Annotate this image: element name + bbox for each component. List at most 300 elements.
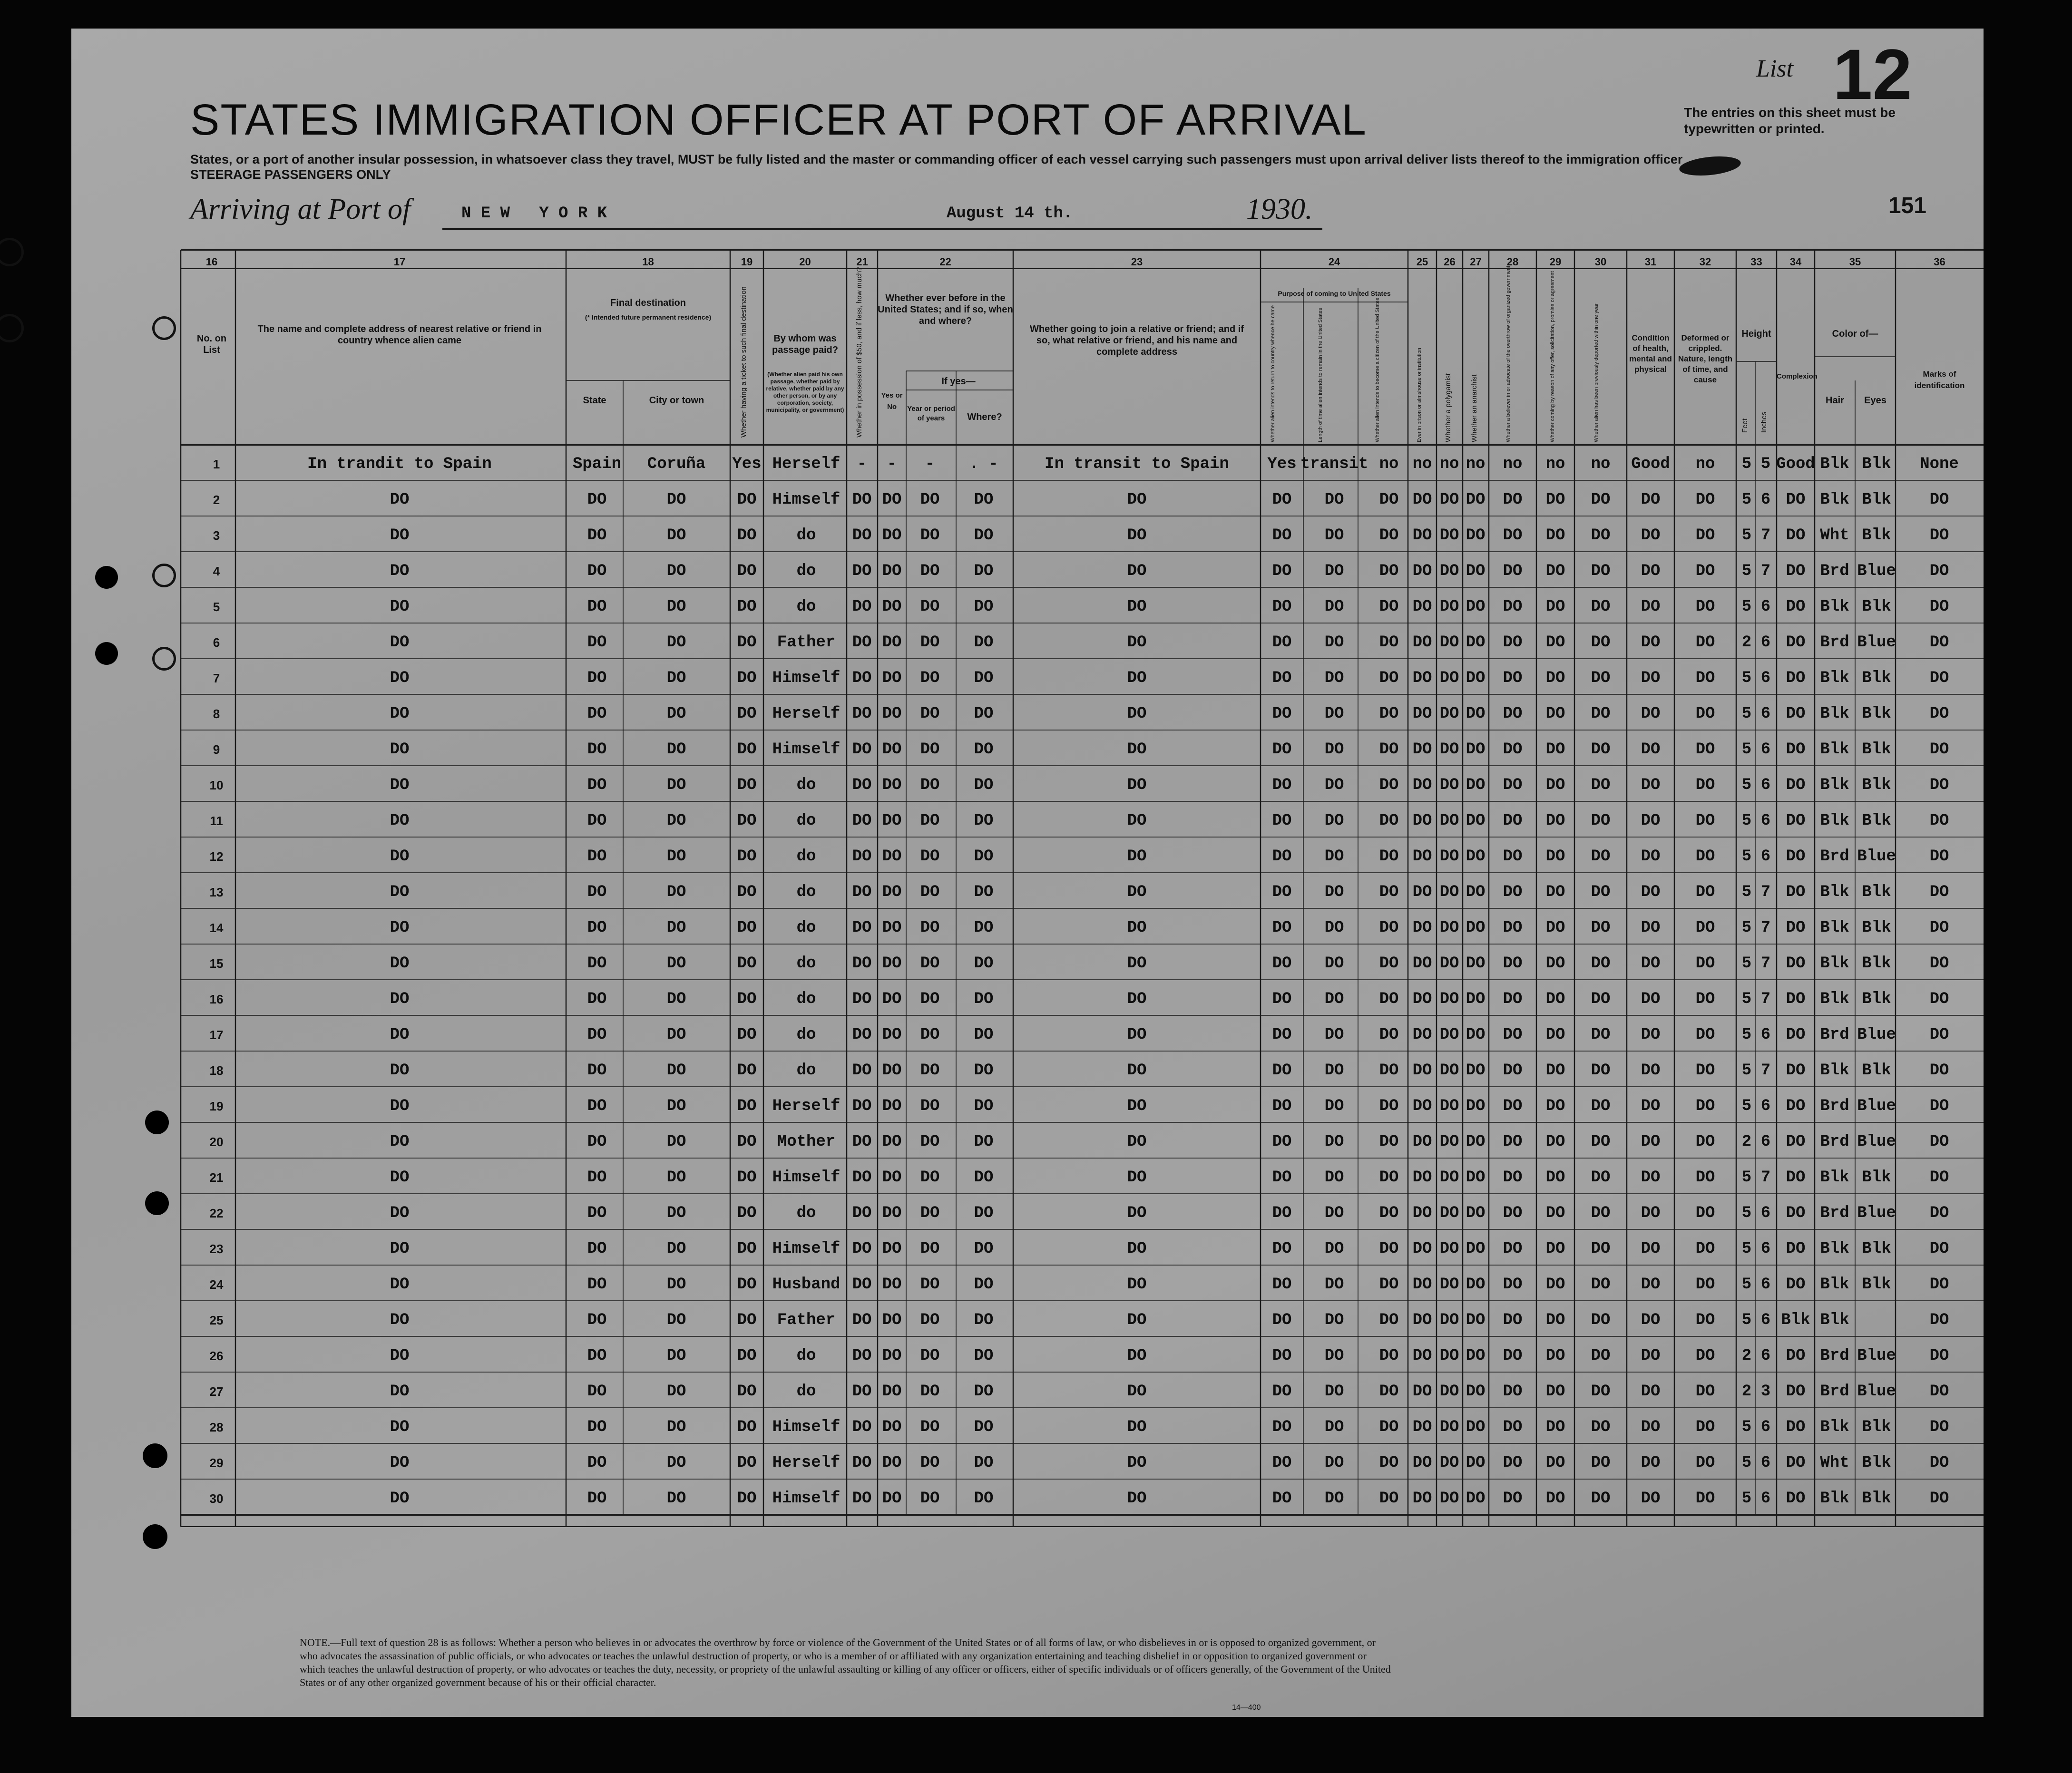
- cell-q30: DO: [1591, 1454, 1611, 1472]
- cell-city: DO: [666, 1062, 686, 1080]
- cell-paid: do: [796, 1026, 816, 1044]
- cell-p1: DO: [1272, 919, 1292, 937]
- header-offer: Whether coming by reason of any offer, solicitation, promise or agreement: [1550, 271, 1555, 442]
- cell-hair: Blk: [1820, 455, 1849, 473]
- header-height: Height: [1741, 329, 1771, 339]
- cell-q25: DO: [1412, 812, 1432, 830]
- cell-q29: DO: [1545, 705, 1565, 723]
- header-hair: Hair: [1826, 395, 1844, 406]
- cell-yrs: DO: [920, 1490, 940, 1508]
- cell-complexion: DO: [1786, 1097, 1806, 1115]
- cell-where: DO: [974, 919, 994, 937]
- row-number: 12: [209, 849, 224, 864]
- cell-city: DO: [666, 1276, 686, 1294]
- cell-complexion: DO: [1786, 883, 1806, 901]
- cell-eyes: Blk: [1862, 1276, 1891, 1294]
- header-passage-paid: By whom was passage paid?: [772, 333, 838, 355]
- cell-marks: DO: [1929, 705, 1949, 723]
- cell-q25: DO: [1412, 1026, 1432, 1044]
- cell-where: DO: [974, 812, 994, 830]
- cell-where: DO: [974, 1454, 994, 1472]
- cell-p1: DO: [1272, 1240, 1292, 1258]
- cell-ticket: DO: [737, 1026, 757, 1044]
- cell-q29: DO: [1545, 990, 1565, 1008]
- cell-deformed: DO: [1695, 1490, 1715, 1508]
- cell-deformed: DO: [1695, 633, 1715, 652]
- cell-eyes: Blue: [1857, 1133, 1896, 1151]
- header-complexion: Complexion: [1777, 372, 1818, 380]
- cell-p2: transit: [1300, 455, 1368, 473]
- cell-p3: DO: [1379, 1347, 1399, 1365]
- cell-where: DO: [974, 1062, 994, 1080]
- cell-eyes: Blk: [1862, 990, 1891, 1008]
- cell-hair: Blk: [1820, 1490, 1849, 1508]
- cell-join: DO: [1127, 1490, 1147, 1508]
- cell-money: DO: [852, 1026, 872, 1044]
- cell-eyes: Blk: [1862, 812, 1891, 830]
- cell-p2: DO: [1324, 1133, 1344, 1151]
- cell-p3: DO: [1379, 491, 1399, 509]
- cell-yrs: DO: [920, 598, 940, 616]
- cell-q30: DO: [1591, 598, 1611, 616]
- cell-city: DO: [666, 776, 686, 794]
- cell-p3: DO: [1379, 705, 1399, 723]
- cell-ticket: DO: [737, 1062, 757, 1080]
- cell-p2: DO: [1324, 598, 1344, 616]
- cell-in: 6: [1760, 1240, 1771, 1258]
- year-value: 1930.: [1246, 193, 1313, 225]
- cell-money: DO: [852, 883, 872, 901]
- cell-health: DO: [1641, 848, 1661, 866]
- binder-ring: [0, 314, 24, 342]
- cell-state: DO: [587, 1418, 607, 1436]
- cell-q27: DO: [1466, 990, 1486, 1008]
- cell-p1: DO: [1272, 491, 1292, 509]
- cell-q28: DO: [1503, 669, 1523, 687]
- cell-state: DO: [587, 740, 607, 759]
- cell-ft: 5: [1741, 1169, 1752, 1187]
- cell-health: DO: [1641, 955, 1661, 973]
- cell-city: DO: [666, 1418, 686, 1436]
- cell-money: DO: [852, 491, 872, 509]
- cell-health: DO: [1641, 633, 1661, 652]
- row-number: 29: [209, 1456, 224, 1470]
- cell-q30: DO: [1591, 848, 1611, 866]
- cell-deformed: DO: [1695, 1311, 1715, 1329]
- cell-money: DO: [852, 1276, 872, 1294]
- footnote-question-28: NOTE.—Full text of question 28 is as follows: Whether a person who believes in or advocates the overthrow by force or violence of the Government of the United States or of all forms of law, or who disbelieves in or is opposed to organized government, or who advocates the assassination of public officials, or who advocates or teaches the unlawful destruction of property, or who is a member of or affiliated with any organization entertaining and teaching disbelief in or opposition to organized government or which teaches the unlawful destruction of property, or who advocates or teaches the duty, necessity, or propriety of the unlawful assaulting or killing of any officer or officers, either of specific individuals or of officers generally, of the Government of the United States or of any other organized government because of his or their official character.: [300, 1637, 1391, 1688]
- cell-join: DO: [1127, 1347, 1147, 1365]
- cell-q26: DO: [1439, 1062, 1459, 1080]
- cell-q25: DO: [1412, 776, 1432, 794]
- cell-rel: DO: [390, 1383, 410, 1401]
- cell-q28: DO: [1503, 1062, 1523, 1080]
- cell-before: DO: [882, 491, 902, 509]
- cell-q28: DO: [1503, 491, 1523, 509]
- cell-deformed: DO: [1695, 740, 1715, 759]
- cell-p1: DO: [1272, 955, 1292, 973]
- cell-ticket: DO: [737, 1240, 757, 1258]
- header-where: Where?: [967, 412, 1002, 422]
- cell-city: DO: [666, 526, 686, 545]
- cell-health: DO: [1641, 1311, 1661, 1329]
- cell-marks: DO: [1929, 990, 1949, 1008]
- cell-marks: DO: [1929, 1490, 1949, 1508]
- cell-money: DO: [852, 1383, 872, 1401]
- cell-q28: DO: [1503, 1204, 1523, 1222]
- cell-paid: Herself: [772, 705, 841, 723]
- cell-p3: DO: [1379, 598, 1399, 616]
- cell-ticket: DO: [737, 740, 757, 759]
- cell-ticket: DO: [737, 955, 757, 973]
- cell-yrs: DO: [920, 1169, 940, 1187]
- cell-rel: DO: [390, 1169, 410, 1187]
- cell-money: DO: [852, 705, 872, 723]
- cell-q28: DO: [1503, 598, 1523, 616]
- cell-health: DO: [1641, 1204, 1661, 1222]
- colnum-34: 34: [1789, 256, 1802, 268]
- cell-money: DO: [852, 1454, 872, 1472]
- cell-eyes: Blk: [1862, 919, 1891, 937]
- cell-p2: DO: [1324, 491, 1344, 509]
- cell-yrs: DO: [920, 1062, 940, 1080]
- cell-p3: DO: [1379, 1133, 1399, 1151]
- cell-where: DO: [974, 1026, 994, 1044]
- cell-q27: DO: [1466, 598, 1486, 616]
- cell-ft: 5: [1741, 812, 1752, 830]
- cell-q27: DO: [1466, 1383, 1486, 1401]
- cell-health: DO: [1641, 776, 1661, 794]
- cell-q30: DO: [1591, 491, 1611, 509]
- cell-money: DO: [852, 1133, 872, 1151]
- cell-q29: DO: [1545, 1418, 1565, 1436]
- cell-p2: DO: [1324, 562, 1344, 580]
- row-number: 3: [213, 528, 220, 543]
- cell-ft: 5: [1741, 1097, 1752, 1115]
- cell-q26: DO: [1439, 562, 1459, 580]
- cell-in: 7: [1760, 990, 1771, 1008]
- cell-paid: do: [796, 812, 816, 830]
- cell-complexion: DO: [1786, 562, 1806, 580]
- cell-complexion: DO: [1786, 1276, 1806, 1294]
- header-purpose: Purpose of coming to United States: [1278, 290, 1391, 297]
- cell-q28: DO: [1503, 562, 1523, 580]
- cell-where: DO: [974, 955, 994, 973]
- cell-p1: DO: [1272, 883, 1292, 901]
- cell-city: DO: [666, 1454, 686, 1472]
- cell-complexion: DO: [1786, 1418, 1806, 1436]
- cell-before: DO: [882, 1454, 902, 1472]
- cell-paid: Himself: [772, 1490, 841, 1508]
- cell-city: DO: [666, 633, 686, 652]
- colnum-22: 22: [939, 256, 951, 268]
- cell-ft: 5: [1741, 669, 1752, 687]
- cell-in: 7: [1760, 1062, 1771, 1080]
- cell-hair: Blk: [1820, 990, 1849, 1008]
- colnum-24: 24: [1328, 256, 1340, 268]
- punch-hole: [143, 1443, 167, 1468]
- cell-marks: DO: [1929, 848, 1949, 866]
- cell-before: DO: [882, 1347, 902, 1365]
- cell-money: DO: [852, 1097, 872, 1115]
- cell-ft: 5: [1741, 1311, 1752, 1329]
- cell-money: DO: [852, 812, 872, 830]
- cell-q25: DO: [1412, 848, 1432, 866]
- cell-money: DO: [852, 598, 872, 616]
- cell-marks: DO: [1929, 812, 1949, 830]
- cell-ticket: DO: [737, 776, 757, 794]
- cell-join: DO: [1127, 955, 1147, 973]
- cell-p3: DO: [1379, 990, 1399, 1008]
- cell-where: DO: [974, 776, 994, 794]
- cell-q27: DO: [1466, 1062, 1486, 1080]
- cell-paid: Himself: [772, 1240, 841, 1258]
- cell-p2: DO: [1324, 1454, 1344, 1472]
- cell-join: DO: [1127, 1240, 1147, 1258]
- cell-state: DO: [587, 955, 607, 973]
- cell-join: DO: [1127, 562, 1147, 580]
- cell-p3: DO: [1379, 883, 1399, 901]
- cell-eyes: Blk: [1862, 740, 1891, 759]
- cell-complexion: DO: [1786, 1169, 1806, 1187]
- cell-in: 6: [1760, 1204, 1771, 1222]
- cell-before: DO: [882, 1097, 902, 1115]
- cell-in: 6: [1760, 1490, 1771, 1508]
- cell-complexion: DO: [1786, 1347, 1806, 1365]
- cell-yrs: DO: [920, 1276, 940, 1294]
- cell-complexion: DO: [1786, 598, 1806, 616]
- cell-q27: DO: [1466, 1240, 1486, 1258]
- cell-q27: DO: [1466, 1026, 1486, 1044]
- cell-health: DO: [1641, 1240, 1661, 1258]
- cell-in: 6: [1760, 1276, 1771, 1294]
- header-if-yes: If yes—: [941, 376, 976, 387]
- cell-before: DO: [882, 1169, 902, 1187]
- cell-money: DO: [852, 990, 872, 1008]
- cell-q25: DO: [1412, 1276, 1432, 1294]
- cell-deformed: DO: [1695, 990, 1715, 1008]
- cell-city: DO: [666, 740, 686, 759]
- cell-p3: DO: [1379, 1097, 1399, 1115]
- cell-rel: DO: [390, 491, 410, 509]
- cell-hair: Brd: [1820, 848, 1849, 866]
- cell-q27: DO: [1466, 1347, 1486, 1365]
- cell-yrs: DO: [920, 740, 940, 759]
- cell-before: DO: [882, 955, 902, 973]
- cell-rel: DO: [390, 883, 410, 901]
- cell-complexion: DO: [1786, 848, 1806, 866]
- cell-ticket: DO: [737, 1490, 757, 1508]
- cell-marks: DO: [1929, 491, 1949, 509]
- cell-deformed: DO: [1695, 1240, 1715, 1258]
- cell-in: 6: [1760, 740, 1771, 759]
- cell-ft: 5: [1741, 1240, 1752, 1258]
- cell-q26: DO: [1439, 1169, 1459, 1187]
- cell-q25: DO: [1412, 633, 1432, 652]
- cell-p2: DO: [1324, 883, 1344, 901]
- cell-complexion: DO: [1786, 526, 1806, 545]
- cell-where: DO: [974, 1133, 994, 1151]
- cell-q25: DO: [1412, 1062, 1432, 1080]
- cell-where: DO: [974, 1204, 994, 1222]
- row-number: 1: [213, 457, 220, 471]
- cell-q30: DO: [1591, 955, 1611, 973]
- cell-rel: DO: [390, 919, 410, 937]
- cell-hair: Blk: [1820, 491, 1849, 509]
- cell-p1: DO: [1272, 562, 1292, 580]
- cell-q26: DO: [1439, 1418, 1459, 1436]
- cell-in: 5: [1760, 455, 1771, 473]
- cell-join: DO: [1127, 1276, 1147, 1294]
- cell-q30: DO: [1591, 1204, 1611, 1222]
- cell-state: DO: [587, 1490, 607, 1508]
- cell-health: DO: [1641, 491, 1661, 509]
- cell-state: DO: [587, 919, 607, 937]
- cell-p3: DO: [1379, 955, 1399, 973]
- cell-ft: 5: [1741, 955, 1752, 973]
- row-number: 26: [209, 1349, 224, 1363]
- form-code: 14—400: [1232, 1704, 1261, 1712]
- cell-q28: DO: [1503, 1454, 1523, 1472]
- cell-paid: Himself: [772, 491, 841, 509]
- cell-where: . -: [969, 455, 998, 473]
- cell-where: DO: [974, 669, 994, 687]
- cell-q28: DO: [1503, 1026, 1523, 1044]
- cell-p2: DO: [1324, 526, 1344, 545]
- cell-join: DO: [1127, 705, 1147, 723]
- row-number: 23: [209, 1242, 224, 1256]
- header-before-in-us: Whether ever before in the United States; and if so, when and where?: [878, 293, 1013, 326]
- cell-q30: DO: [1591, 1490, 1611, 1508]
- cell-q26: DO: [1439, 883, 1459, 901]
- cell-join: DO: [1127, 1204, 1147, 1222]
- punch-hole: [145, 1191, 169, 1215]
- cell-ft: 5: [1741, 1204, 1752, 1222]
- cell-q25: DO: [1412, 1383, 1432, 1401]
- header-year-period: Year or period of years: [907, 405, 955, 422]
- header-anarchist: Whether an anarchist: [1470, 374, 1478, 442]
- cell-hair: Blk: [1820, 705, 1849, 723]
- cell-paid: do: [796, 1383, 816, 1401]
- cell-p1: DO: [1272, 1383, 1292, 1401]
- cell-q26: DO: [1439, 1097, 1459, 1115]
- cell-complexion: DO: [1786, 1026, 1806, 1044]
- row-number: 16: [209, 992, 224, 1006]
- cell-ft: 5: [1741, 562, 1752, 580]
- cell-in: 6: [1760, 1026, 1771, 1044]
- cell-where: DO: [974, 848, 994, 866]
- cell-deformed: DO: [1695, 1276, 1715, 1294]
- cell-city: DO: [666, 990, 686, 1008]
- cell-join: DO: [1127, 1454, 1147, 1472]
- cell-eyes: Blk: [1862, 1490, 1891, 1508]
- cell-deformed: DO: [1695, 669, 1715, 687]
- cell-p2: DO: [1324, 1169, 1344, 1187]
- cell-q25: no: [1412, 455, 1432, 473]
- cell-ticket: DO: [737, 883, 757, 901]
- cell-hair: Blk: [1820, 919, 1849, 937]
- colnum-26: 26: [1444, 256, 1456, 268]
- cell-in: 7: [1760, 919, 1771, 937]
- cell-join: DO: [1127, 526, 1147, 545]
- header-health: Condition of health, mental and physical: [1629, 333, 1672, 374]
- cell-before: DO: [882, 883, 902, 901]
- cell-q26: DO: [1439, 848, 1459, 866]
- row-number: 27: [209, 1384, 224, 1399]
- colnum-16: 16: [205, 256, 218, 268]
- cell-where: DO: [974, 705, 994, 723]
- cell-q26: DO: [1439, 1276, 1459, 1294]
- cell-yrs: DO: [920, 526, 940, 545]
- cell-money: DO: [852, 1311, 872, 1329]
- cell-eyes: Blk: [1862, 1240, 1891, 1258]
- cell-eyes: Blk: [1862, 776, 1891, 794]
- cell-deformed: DO: [1695, 491, 1715, 509]
- cell-hair: Wht: [1820, 1454, 1849, 1472]
- cell-q27: DO: [1466, 848, 1486, 866]
- punch-ring: [152, 316, 176, 340]
- cell-q26: DO: [1439, 1204, 1459, 1222]
- cell-deformed: DO: [1695, 705, 1715, 723]
- cell-paid: Father: [777, 1311, 836, 1329]
- cell-health: DO: [1641, 919, 1661, 937]
- cell-health: DO: [1641, 598, 1661, 616]
- cell-q29: DO: [1545, 740, 1565, 759]
- cell-q25: DO: [1412, 740, 1432, 759]
- cell-complexion: DO: [1786, 1062, 1806, 1080]
- cell-ticket: DO: [737, 1454, 757, 1472]
- cell-hair: Blk: [1820, 776, 1849, 794]
- list-label: List: [1756, 55, 1793, 82]
- cell-join: DO: [1127, 776, 1147, 794]
- row-number: 24: [209, 1277, 224, 1292]
- cell-eyes: Blue: [1857, 1347, 1896, 1365]
- cell-p2: DO: [1324, 812, 1344, 830]
- colnum-17: 17: [393, 256, 406, 268]
- cell-health: DO: [1641, 1062, 1661, 1080]
- cell-state: DO: [587, 1026, 607, 1044]
- cell-before: -: [887, 455, 897, 473]
- cell-eyes: Blue: [1857, 1204, 1896, 1222]
- header-color-of: Color of—: [1832, 329, 1878, 339]
- cell-ft: 5: [1741, 990, 1752, 1008]
- cell-q28: DO: [1503, 848, 1523, 866]
- cell-ticket: DO: [737, 598, 757, 616]
- colnum-23: 23: [1131, 256, 1143, 268]
- cell-p1: DO: [1272, 1133, 1292, 1151]
- cell-city: DO: [666, 1169, 686, 1187]
- cell-eyes: Blue: [1857, 562, 1896, 580]
- row-number: 10: [209, 778, 224, 792]
- cell-ft: 5: [1741, 491, 1752, 509]
- cell-q30: DO: [1591, 776, 1611, 794]
- cell-state: DO: [587, 1240, 607, 1258]
- cell-deformed: DO: [1695, 526, 1715, 545]
- colnum-27: 27: [1470, 256, 1482, 268]
- cell-ticket: DO: [737, 1276, 757, 1294]
- cell-hair: Brd: [1820, 1097, 1849, 1115]
- cell-marks: DO: [1929, 669, 1949, 687]
- cell-p3: DO: [1379, 562, 1399, 580]
- date-value: August 14 th.: [947, 205, 1073, 223]
- cell-p1: DO: [1272, 1276, 1292, 1294]
- header-feet: Feet: [1741, 418, 1749, 433]
- cell-q27: DO: [1466, 1133, 1486, 1151]
- cell-rel: DO: [390, 1133, 410, 1151]
- cell-rel: DO: [390, 1490, 410, 1508]
- cell-q26: DO: [1439, 1383, 1459, 1401]
- cell-join: DO: [1127, 1383, 1147, 1401]
